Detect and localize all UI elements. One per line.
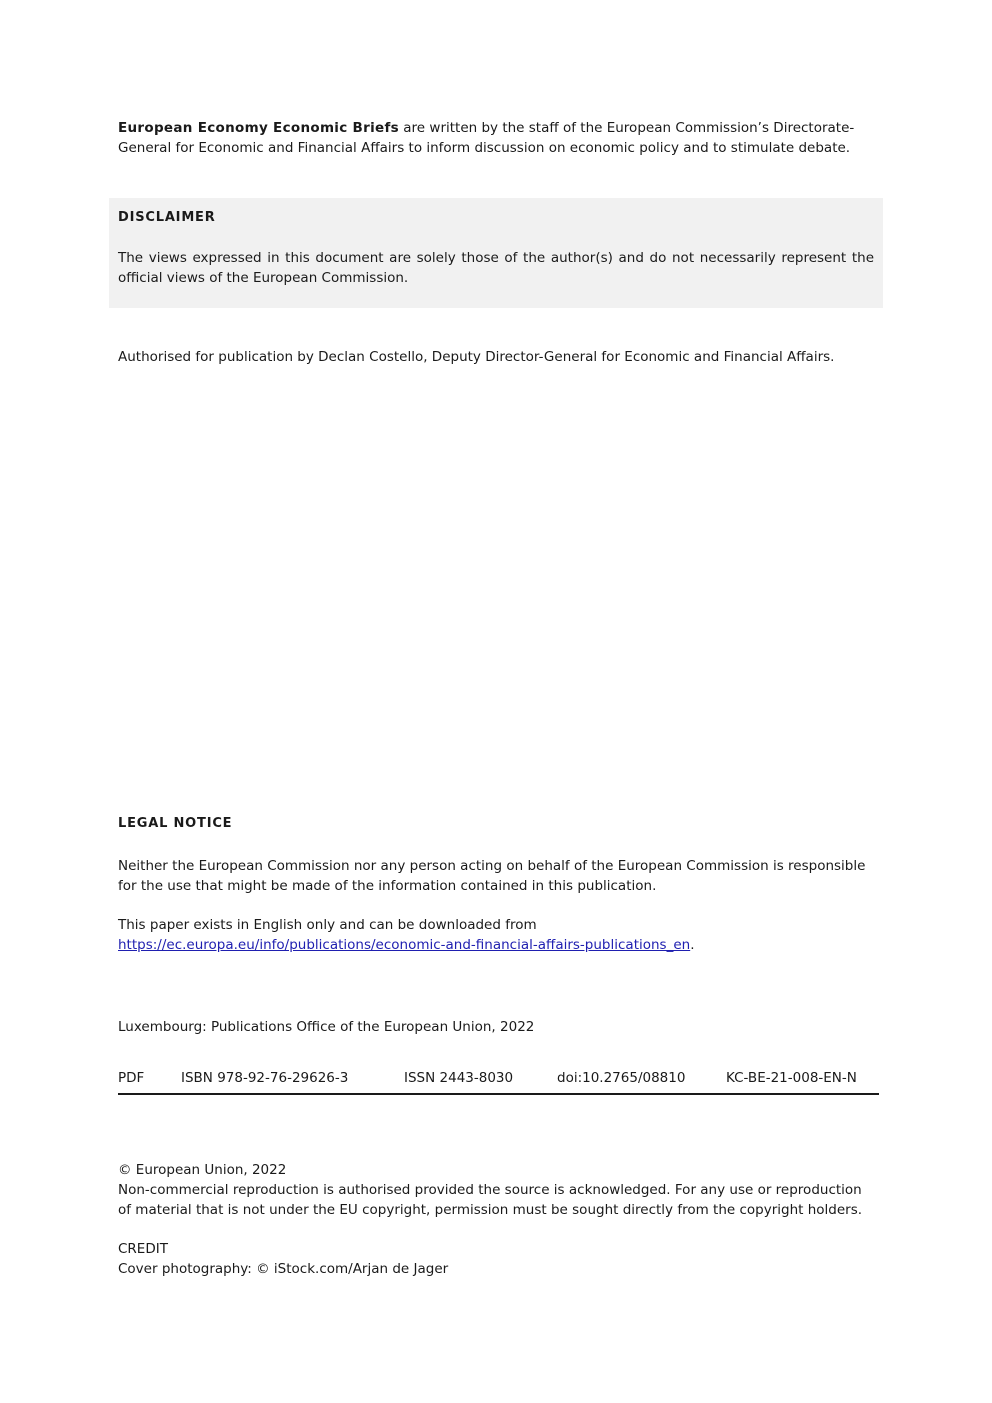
publisher-line: Luxembourg: Publications Office of the European Union, 2022 bbox=[118, 1019, 535, 1035]
disclaimer-title: DISCLAIMER bbox=[118, 210, 216, 225]
publications-link[interactable]: https://ec.europa.eu/info/publications/economic-and-financial-affairs-publications_en bbox=[118, 937, 691, 953]
copyright-notice bbox=[118, 1160, 874, 1220]
credit-section bbox=[118, 1239, 874, 1279]
series-name: European Economy Economic Briefs bbox=[118, 120, 399, 136]
legal-notice-line-2: for the use that might be made of the information contained in this publication. bbox=[118, 878, 657, 894]
copyright-line-3: of material that is not under the EU copyright, permission must be sought directly from the copyright holders. bbox=[118, 1202, 863, 1218]
credit-text: Cover photography: © iStock.com/Arjan de Jager bbox=[118, 1261, 449, 1277]
credit-title: CREDIT bbox=[118, 1241, 168, 1257]
disclaimer-text: The views expressed in this document are solely those of the author(s) and do not necessarily represent the official views of the European Commission. bbox=[118, 250, 874, 286]
link-suffix: . bbox=[690, 937, 695, 953]
intro-line-1-rest: are written by the staff of the European Commission’s Directorate- bbox=[398, 120, 855, 136]
copyright-line-2: Non-commercial reproduction is authorised provided the source is acknowledged. For any use or reproduction bbox=[118, 1182, 862, 1198]
intro-line-1 bbox=[118, 118, 874, 138]
doi: doi:10.2765/08810 bbox=[557, 1070, 686, 1086]
format-label: PDF bbox=[118, 1070, 145, 1086]
copyright-line-1: © European Union, 2022 bbox=[118, 1162, 287, 1178]
download-line bbox=[118, 935, 874, 955]
download-text: This paper exists in English only and can be downloaded from bbox=[118, 917, 537, 933]
intro-paragraph bbox=[118, 118, 874, 158]
disclaimer-box bbox=[109, 198, 883, 308]
isbn: ISBN 978-92-76-29626-3 bbox=[181, 1070, 349, 1086]
issn: ISSN 2443-8030 bbox=[404, 1070, 514, 1086]
legal-notice-title: LEGAL NOTICE bbox=[118, 816, 233, 831]
identifiers-row bbox=[118, 1068, 879, 1095]
legal-notice-line-1: Neither the European Commission nor any person acting on behalf of the European Commission is responsible bbox=[118, 858, 866, 874]
legal-notice-text bbox=[118, 856, 874, 896]
intro-line-2: General for Economic and Financial Affairs to inform discussion on economic policy and to stimulate debate. bbox=[118, 140, 851, 156]
catalogue-number: KC-BE-21-008-EN-N bbox=[726, 1070, 857, 1086]
download-info bbox=[118, 915, 874, 955]
authorised-statement: Authorised for publication by Declan Costello, Deputy Director-General for Economic and Financial Affairs. bbox=[118, 349, 835, 365]
